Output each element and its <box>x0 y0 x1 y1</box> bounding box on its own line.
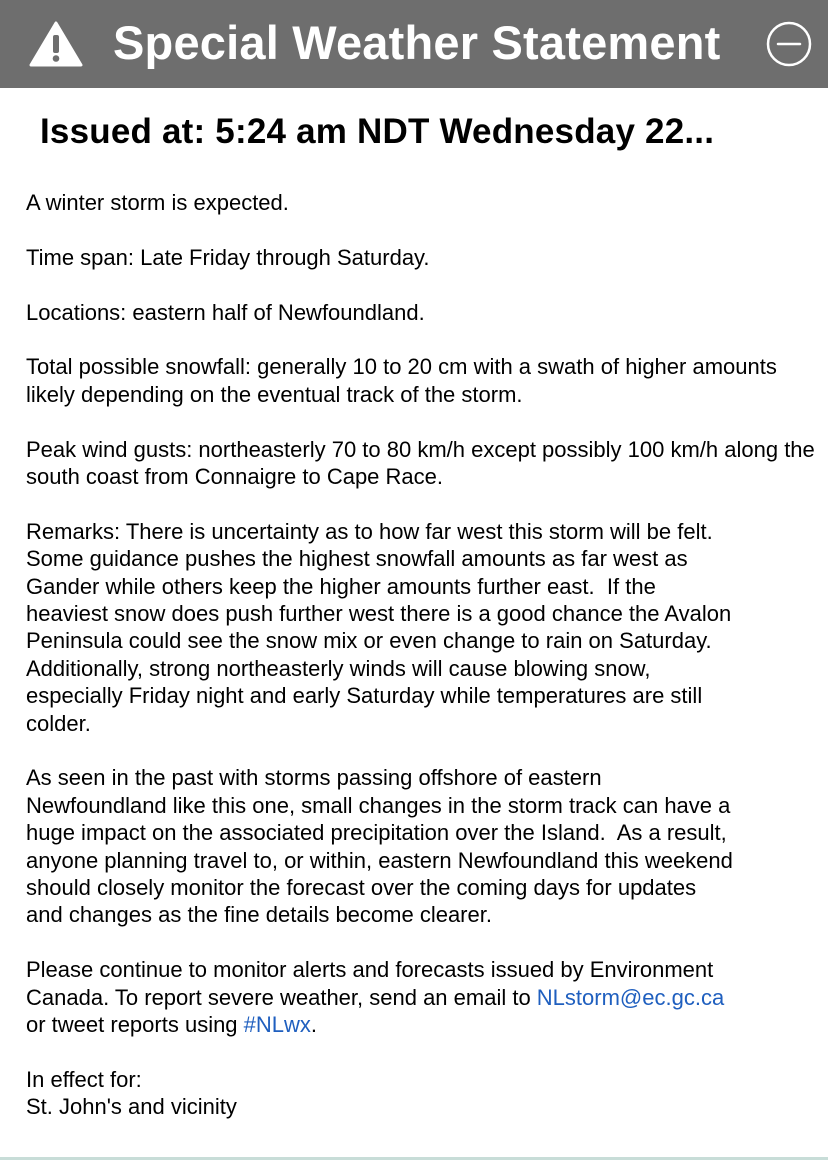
text-line: huge impact on the associated precipitation over the Island. As a result, <box>26 820 727 846</box>
statement-paragraph: A winter storm is expected. <box>26 190 289 215</box>
text-line: Remarks: There is uncertainty as to how far west this storm will be felt. <box>26 518 713 544</box>
text-line: Gander while others keep the higher amounts further east. If the <box>26 573 656 599</box>
email-link[interactable]: NLstorm@ec.gc.ca <box>536 984 725 1010</box>
text-line: colder. <box>26 710 91 736</box>
statement-paragraph <box>26 956 816 1038</box>
text-line: especially Friday night and early Saturday while temperatures are still <box>26 683 703 709</box>
page-title: Special Weather Statement <box>113 16 721 69</box>
effect-section <box>26 1066 816 1121</box>
text-line: As seen in the past with storms passing offshore of eastern <box>26 765 602 791</box>
statement-paragraph: Time span: Late Friday through Saturday. <box>26 244 430 270</box>
text-line: or tweet reports using <box>26 1012 244 1038</box>
statement-paragraph: Locations: eastern half of Newfoundland. <box>26 299 425 325</box>
text-line: Canada. To report severe weather, send an email to <box>26 984 537 1010</box>
statement-body <box>26 189 816 1148</box>
collapse-button[interactable] <box>766 21 812 67</box>
issued-time: Issued at: 5:24 am NDT Wednesday 22... <box>40 112 715 151</box>
statement-paragraph: Peak wind gusts: northeasterly 70 to 80 km/h except possibly 100 km/h along the south coast from Connaigre to Cape Race. <box>26 436 815 489</box>
text-line: should closely monitor the forecast over the coming days for updates <box>26 875 697 901</box>
text-line: anyone planning travel to, or within, eastern Newfoundland this weekend <box>26 847 733 873</box>
text-line: Please continue to monitor alerts and forecasts issued by Environment <box>26 957 714 983</box>
text-line: Some guidance pushes the highest snowfall amounts as far west as <box>26 546 688 572</box>
text-line: . <box>310 1012 318 1038</box>
minus-circle-icon <box>768 23 810 65</box>
text-line: heaviest snow does push further west there is a good chance the Avalon <box>26 601 732 627</box>
text-line: and changes as the fine details become clearer. <box>26 902 492 928</box>
hashtag-link[interactable]: #NLwx <box>243 1012 311 1038</box>
statement-paragraph <box>26 764 816 928</box>
statement-paragraph <box>26 518 816 737</box>
effect-label: In effect for: <box>26 1066 142 1092</box>
effect-area: St. John's and vicinity <box>26 1094 237 1120</box>
text-line: Additionally, strong northeasterly winds will cause blowing snow, <box>26 655 651 681</box>
text-line: Peninsula could see the snow mix or even change to rain on Saturday. <box>26 628 712 654</box>
statement-paragraph: Total possible snowfall: generally 10 to 20 cm with a swath of higher amounts likely depending on the eventual track of the storm. <box>26 354 777 407</box>
text-line: Newfoundland like this one, small changes in the storm track can have a <box>26 792 731 818</box>
alert-header <box>0 0 828 88</box>
warning-triangle-icon <box>29 21 83 67</box>
